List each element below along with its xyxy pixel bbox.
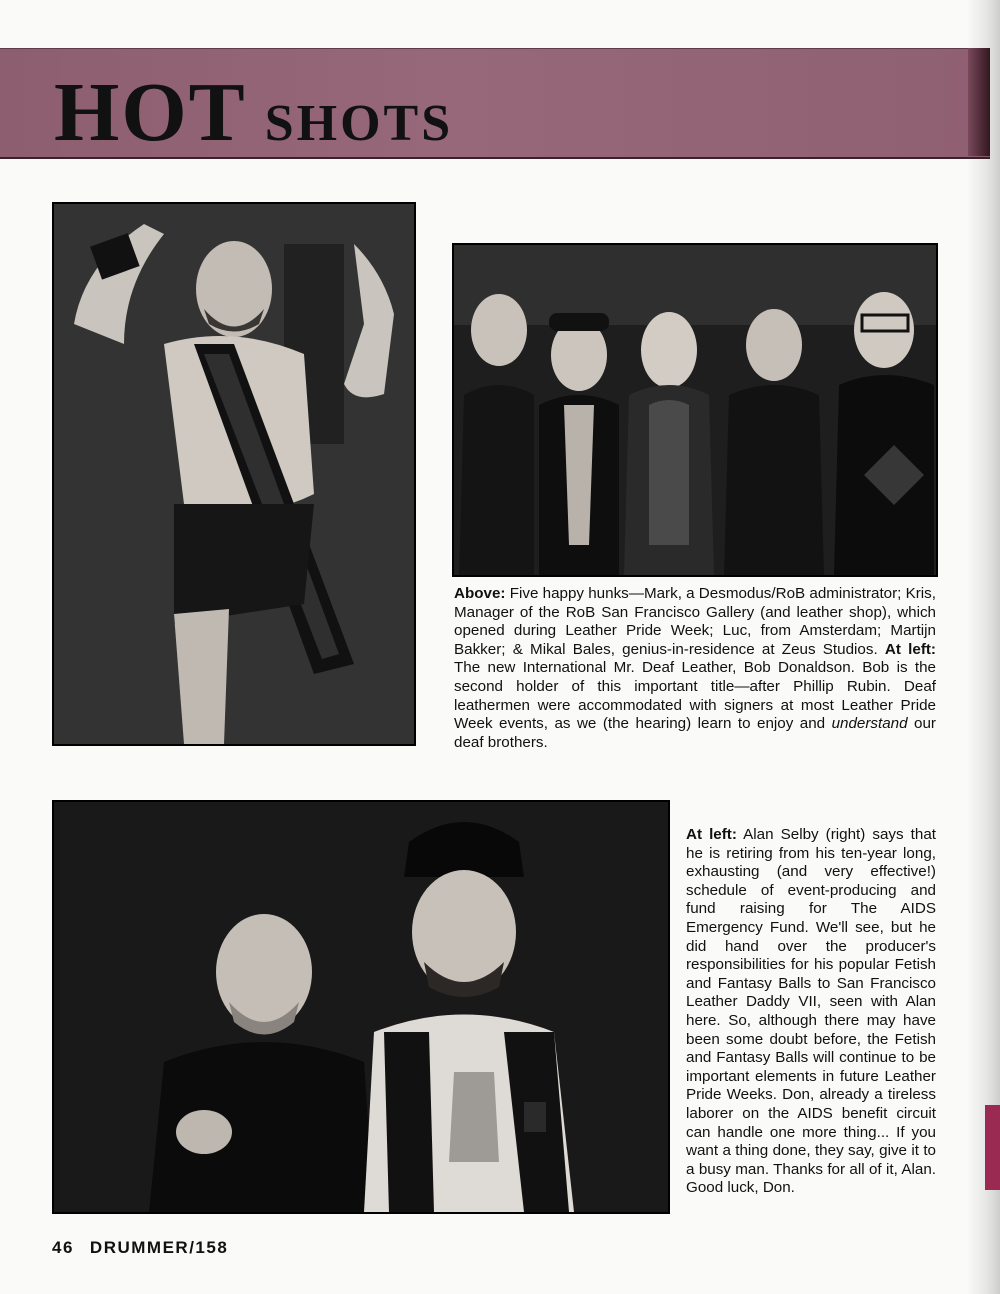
caption-left-text-em: understand [831,715,908,733]
title-hot: HOT [54,66,247,159]
page-footer [52,1238,228,1258]
caption-bottom-lead: At left: [686,826,737,843]
page-number: 46 [52,1238,74,1257]
page-edge-tab [985,1105,1000,1190]
magazine-issue: DRUMMER/158 [89,1238,229,1257]
caption-left-lead: At left: [884,640,936,658]
page-edge-shadow [966,0,1000,1294]
caption-left-text-2: our deaf brothers. [454,715,936,751]
caption-bottom-text: Alan Selby (right) says that he is retiring from his ten-year long, exhausting (and very effective!) schedule of event-producing and fund raising for The AIDS Emergency Fund. We'll see, but he did hand over the producer's responsibilities for his popular Fetish and Fantasy Balls to San Francisco Leather Daddy VII, seen with Alan here. So, although there may have been some doubt before, the Fetish and Fantasy Balls will continue to be important elements in future Leather Pride Weeks. Don, already a tireless laborer on the AIDS benefit circuit can handle one more thing... If you want a thing done, they say, give it to a busy man. Thanks for all of it, Alan. Good luck, Don. [686,826,936,1197]
page-title [54,64,453,161]
photo-alan-selby-and-don [52,800,670,1214]
caption-top [454,585,936,752]
caption-above-text: Five happy hunks—Mark, a Desmodus/RoB administrator; Kris, Manager of the RoB San Francisco Gallery (and leather shop), which opened during Leather Pride Week; Luc, from Amsterdam; Martijn Bakker; & Mikal Bales, genius-in-residence at Zeus Studios. [454,585,936,658]
caption-above-lead: Above: [454,585,506,602]
photo-five-men-group [452,243,938,577]
caption-bottom [686,826,936,1198]
caption-left-text-1: The new International Mr. Deaf Leather, Bob Donaldson. Bob is the second holder of this important title—after Phillip Rubin. Deaf leathermen were accommodated with signers at most Leather Pride Week events, as we (the hearing) learn to enjoy and [454,659,936,733]
title-shots: SHOTS [264,95,454,152]
photo-deaf-leather-titleholder [52,202,416,746]
